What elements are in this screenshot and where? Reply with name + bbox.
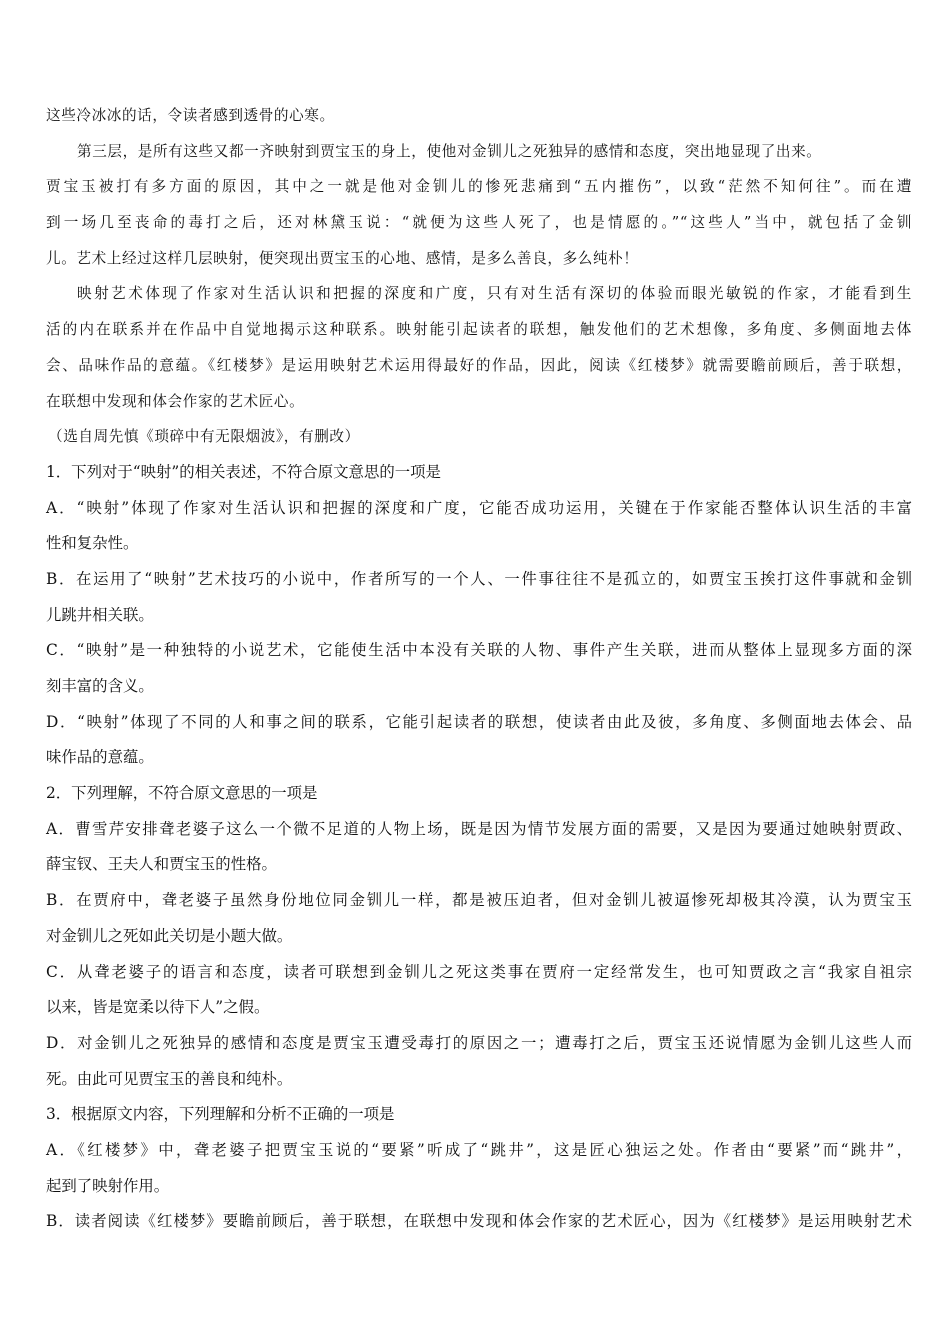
question-1-option-b: B．在运用了“映射”艺术技巧的小说中，作者所写的一个人、一件事往往不是孤立的，如贾宝玉挨打这件事就和金钏	[46, 569, 912, 588]
question-1-option-b-cont: 儿跳井相关联。	[46, 605, 154, 624]
passage-line: 到一场几至丧命的毒打之后，还对林黛玉说：“就便为这些人死了，也是情愿的。”“这些人”当中，就包括了金钏	[46, 214, 912, 232]
question-2-option-b-cont: 对金钏儿之死如此关切是小题大做。	[46, 926, 293, 945]
question-3-stem: 3．根据原文内容，下列理解和分析不正确的一项是	[46, 1105, 395, 1124]
passage-line: 这些冷冰冰的话，令读者感到透骨的心寒。	[46, 107, 335, 124]
question-2-option-b: B．在贾府中，聋老婆子虽然身份地位同金钏儿一样，都是被压迫者，但对金钏儿被逼惨死却极其冷漠，认为贾宝玉	[46, 891, 912, 910]
question-2-option-c: C．从聋老婆子的语言和态度，读者可联想到金钏儿之死这类事在贾府一定经常发生，也可知贾政之言“我家自祖宗	[46, 962, 912, 981]
question-1-option-c: C．“映射”是一种独特的小说艺术，它能使生活中本没有关联的人物、事件产生关联，进而从整体上显现多方面的深	[46, 641, 912, 660]
question-2-option-a: A．曹雪芹安排聋老婆子这么一个微不足道的人物上场，既是因为情节发展方面的需要，又是因为要通过她映射贾政、	[46, 819, 912, 838]
question-1-option-a-cont: 性和复杂性。	[46, 534, 139, 553]
document-page	[46, 98, 912, 1240]
question-3-option-b: B．读者阅读《红楼梦》要瞻前顾后，善于联想，在联想中发现和体会作家的艺术匠心，因为《红楼梦》是运用映射艺术	[46, 1212, 912, 1231]
question-1-option-c-cont: 刻丰富的含义。	[46, 677, 154, 695]
passage-line: 活的内在联系并在作品中自觉地揭示这种联系。映射能引起读者的联想，触发他们的艺术想像，多角度、多侧面地去体	[46, 321, 912, 339]
passage-line: 儿。艺术上经过这样几层映射，便突现出贾宝玉的心地、感情，是多么善良，多么纯朴！	[46, 249, 639, 267]
passage-line: 贾宝玉被打有多方面的原因，其中之一就是他对金钏儿的惨死悲痛到“五内摧伤”，以致“茫然不知何往”。而在遭	[46, 178, 912, 196]
source-citation: （选自周先慎《琐碎中有无限烟波》，有删改）	[48, 428, 360, 446]
question-2-option-c-cont: 以来，皆是宽柔以待下人”之假。	[46, 998, 270, 1017]
question-3-option-a-cont: 起到了映射作用。	[46, 1176, 170, 1195]
question-3-option-a: A．《红楼梦》中，聋老婆子把贾宝玉说的“要紧”听成了“跳井”，这是匠心独运之处。作者由“要紧”而“跳井”，	[46, 1140, 912, 1159]
passage-line: 会、品味作品的意蕴。《红楼梦》是运用映射艺术运用得最好的作品，因此，阅读《红楼梦》就需要瞻前顾后，善于联想，	[46, 356, 912, 374]
question-2-stem: 2．下列理解，不符合原文意思的一项是	[46, 784, 318, 803]
question-1-option-a: A．“映射”体现了作家对生活认识和把握的深度和广度，它能否成功运用，关键在于作家能否整体认识生活的丰富	[46, 498, 912, 517]
passage-paragraph-start: 映射艺术体现了作家对生活认识和把握的深度和广度，只有对生活有深切的体验而眼光敏锐的作家，才能看到生	[77, 285, 912, 303]
question-1-stem: 1．下列对于“映射”的相关表述，不符合原文意思的一项是	[46, 462, 441, 481]
passage-paragraph-start: 第三层，是所有这些又都一齐映射到贾宝玉的身上，使他对金钏儿之死独异的感情和态度，突出地显现了出来。	[77, 142, 822, 160]
question-1-option-d-cont: 味作品的意蕴。	[46, 748, 154, 767]
passage-line: 在联想中发现和体会作家的艺术匠心。	[46, 392, 305, 410]
question-2-option-d-cont: 死。由此可见贾宝玉的善良和纯朴。	[46, 1069, 293, 1088]
question-2-option-d: D．对金钏儿之死独异的感情和态度是贾宝玉遭受毒打的原因之一；遭毒打之后，贾宝玉还说情愿为金钏儿这些人而	[46, 1033, 912, 1052]
question-1-option-d: D．“映射”体现了不同的人和事之间的联系，它能引起读者的联想，使读者由此及彼，多角度、多侧面地去体会、品	[46, 712, 912, 731]
question-2-option-a-cont: 薛宝钗、王夫人和贾宝玉的性格。	[46, 855, 277, 874]
